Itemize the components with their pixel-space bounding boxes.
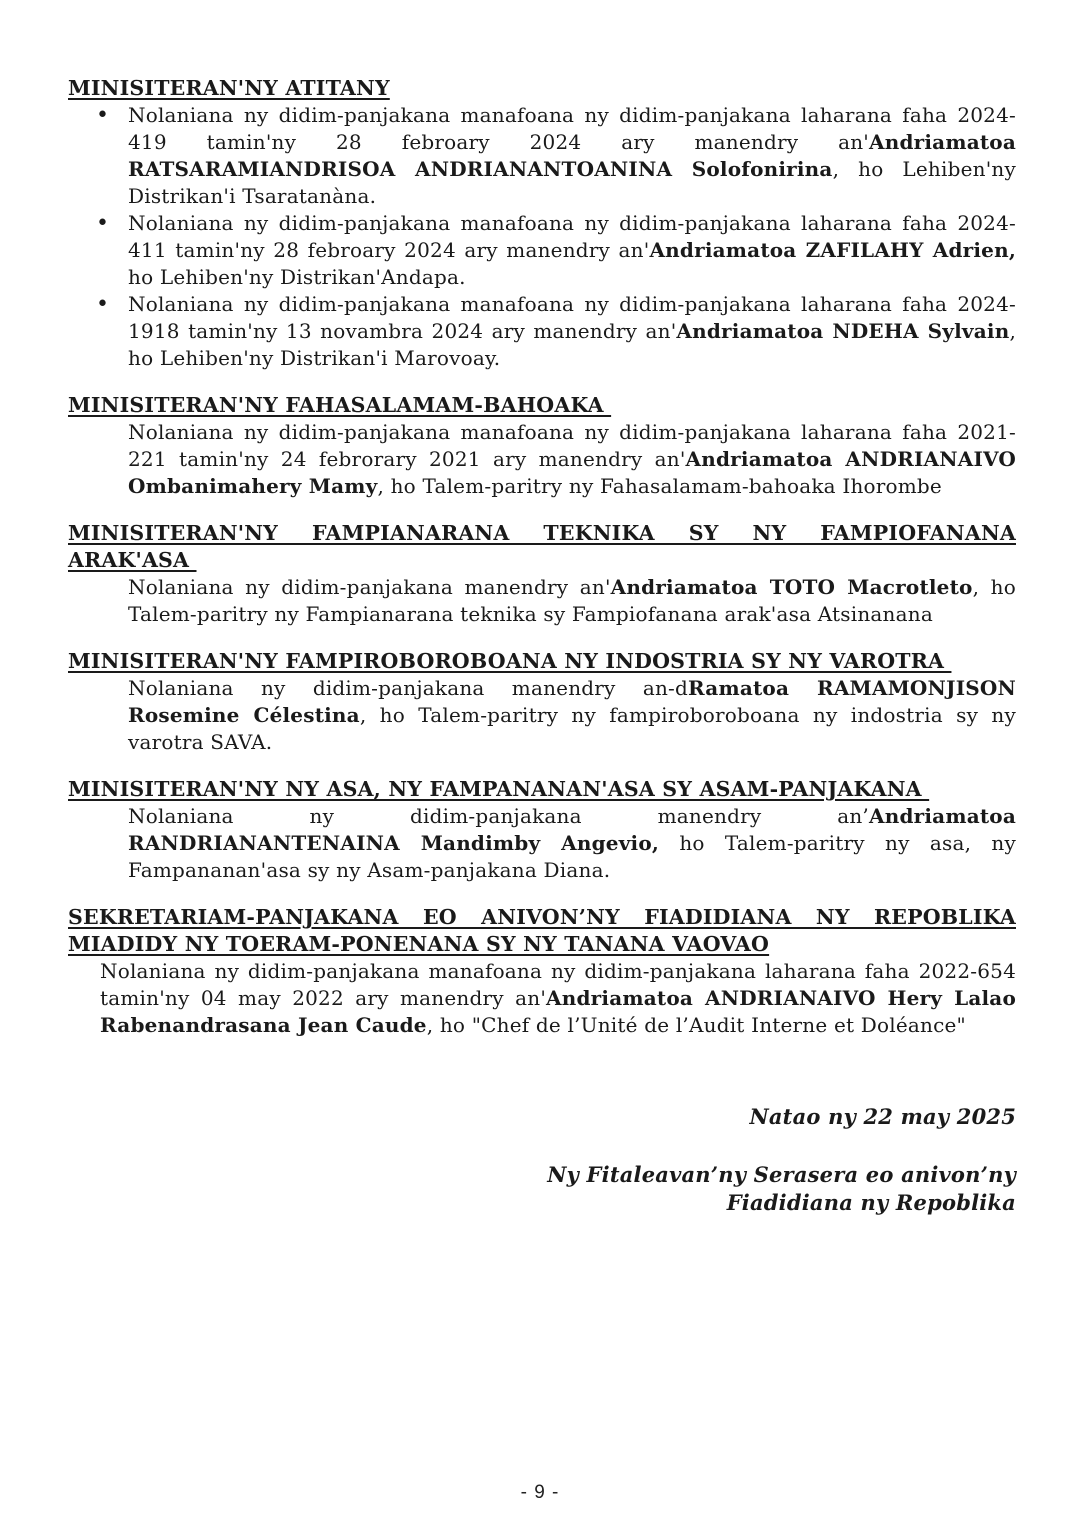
appointment-paragraph: Nolaniana ny didim-panjakana manendry an-dRamatoa RAMAMONJISON Rosemine Célestina, ho Talem-paritry ny fampiroboroboana ny indostria sy ny varotra SAVA.: [128, 676, 1017, 754]
appointment-paragraph: Nolaniana ny didim-panjakana manendry an'Andriamatoa TOTO Macrotleto, ho Talem-paritry ny Fampianarana teknika sy Fampiofanana arak'asa Atsinanana: [128, 575, 1016, 626]
appointment-item: • Nolaniana ny didim-panjakana manafoana ny didim-panjakana laharana faha 2024-419 tamin'ny 28 febroary 2024 ary manendry an'Andriamatoa RATSARAMIANDRISOA ANDRIANANTOANINA Solofonirina, ho Lehiben'ny Distrikan'i Tsaratanàna.: [128, 102, 1016, 210]
appointee-name: Andriamatoa RATSARAMIANDRISOA ANDRIANANTOANINA Solofonirina: [128, 130, 1016, 181]
document-content: [68, 75, 1016, 1039]
footer-block: [68, 1103, 1016, 1217]
appointment-paragraph: Nolaniana ny didim-panjakana manafoana ny didim-panjakana laharana faha 2021-221 tamin'ny 24 febrorary 2021 ary manendry an'Andriamatoa ANDRIANAIVO Ombanimahery Mamy, ho Talem-paritry ny Fahasalamam-bahoaka Ihorombe: [128, 420, 1016, 498]
ministry-section: [68, 648, 1016, 756]
ministry-section: [68, 75, 1016, 372]
appointment-paragraph: Nolaniana ny didim-panjakana manafoana ny didim-panjakana laharana faha 2022-654 tamin'ny 04 may 2022 ary manendry an'Andriamatoa ANDRIANAIVO Hery Lalao Rabenandrasana Jean Caude, ho "Chef de l’Unité de l’Audit Interne et Doléance": [100, 959, 1017, 1037]
section-title: MINISITERAN'NY FAHASALAMAM-BAHOAKA: [68, 393, 612, 417]
section-title: MINISITERAN'NY ATITANY: [68, 76, 390, 100]
appointee-name: Andriamatoa RANDRIANANTENAINA Mandimby Angevio,: [128, 804, 1016, 855]
appointments-list: [68, 102, 1016, 372]
page-number: - 9 -: [520, 1482, 560, 1503]
section-title: SEKRETARIAM-PANJAKANA EO ANIVON’NY FIADIDIANA NY REPOBLIKA MIADIDY NY TOERAM-PONENANA SY NY TANANA VAOVAO: [68, 905, 1016, 956]
appointment-item: • Nolaniana ny didim-panjakana manafoana ny didim-panjakana laharana faha 2024-411 tamin'ny 28 febroary 2024 ary manendry an'Andriamatoa ZAFILAHY Adrien, ho Lehiben'ny Distrikan'Andapa.: [128, 210, 1016, 291]
appointee-name: Andriamatoa TOTO Macrotleto: [610, 575, 973, 599]
appointment-item: • Nolaniana ny didim-panjakana manafoana ny didim-panjakana laharana faha 2024-1918 tamin'ny 13 novambra 2024 ary manendry an'Andriamatoa NDEHA Sylvain, ho Lehiben'ny Distrikan'i Marovoay.: [128, 291, 1016, 372]
ministry-section: [68, 904, 1016, 1039]
signature-line-1: Ny Fitaleavan’ny Serasera eo anivon’ny: [547, 1162, 1016, 1187]
appointee-name: Andriamatoa ANDRIANAIVO Hery Lalao Rabenandrasana Jean Caude: [100, 986, 1017, 1037]
signature-line-2: Fiadidiana ny Repoblika: [726, 1190, 1016, 1215]
ministry-section: [68, 392, 1016, 500]
appointment-paragraph: Nolaniana ny didim-panjakana manendry an’Andriamatoa RANDRIANANTENAINA Mandimby Angevio, ho Talem-paritry ny asa, ny Fampananan'asa sy ny Asam-panjakana Diana.: [128, 804, 1016, 882]
ministry-section: [68, 776, 1016, 884]
appointee-name: Ramatoa RAMAMONJISON Rosemine Célestina: [128, 676, 1017, 727]
document-date-line: Natao ny 22 may 2025: [749, 1104, 1016, 1129]
section-title: MINISITERAN'NY FAMPIANARANA TEKNIKA SY NY FAMPIOFANANA ARAK'ASA: [68, 521, 1016, 572]
appointee-name: Andriamatoa NDEHA Sylvain: [676, 319, 1010, 343]
section-title: MINISITERAN'NY FAMPIROBOROBOANA NY INDOSTRIA SY NY VAROTRA: [68, 649, 952, 673]
section-title: MINISITERAN'NY NY ASA, NY FAMPANANAN'ASA SY ASAM-PANJAKANA: [68, 777, 930, 801]
appointee-name: Andriamatoa ANDRIANAIVO Ombanimahery Mamy: [128, 447, 1016, 498]
ministry-section: [68, 520, 1016, 628]
appointee-name: Andriamatoa ZAFILAHY Adrien,: [649, 238, 1016, 262]
